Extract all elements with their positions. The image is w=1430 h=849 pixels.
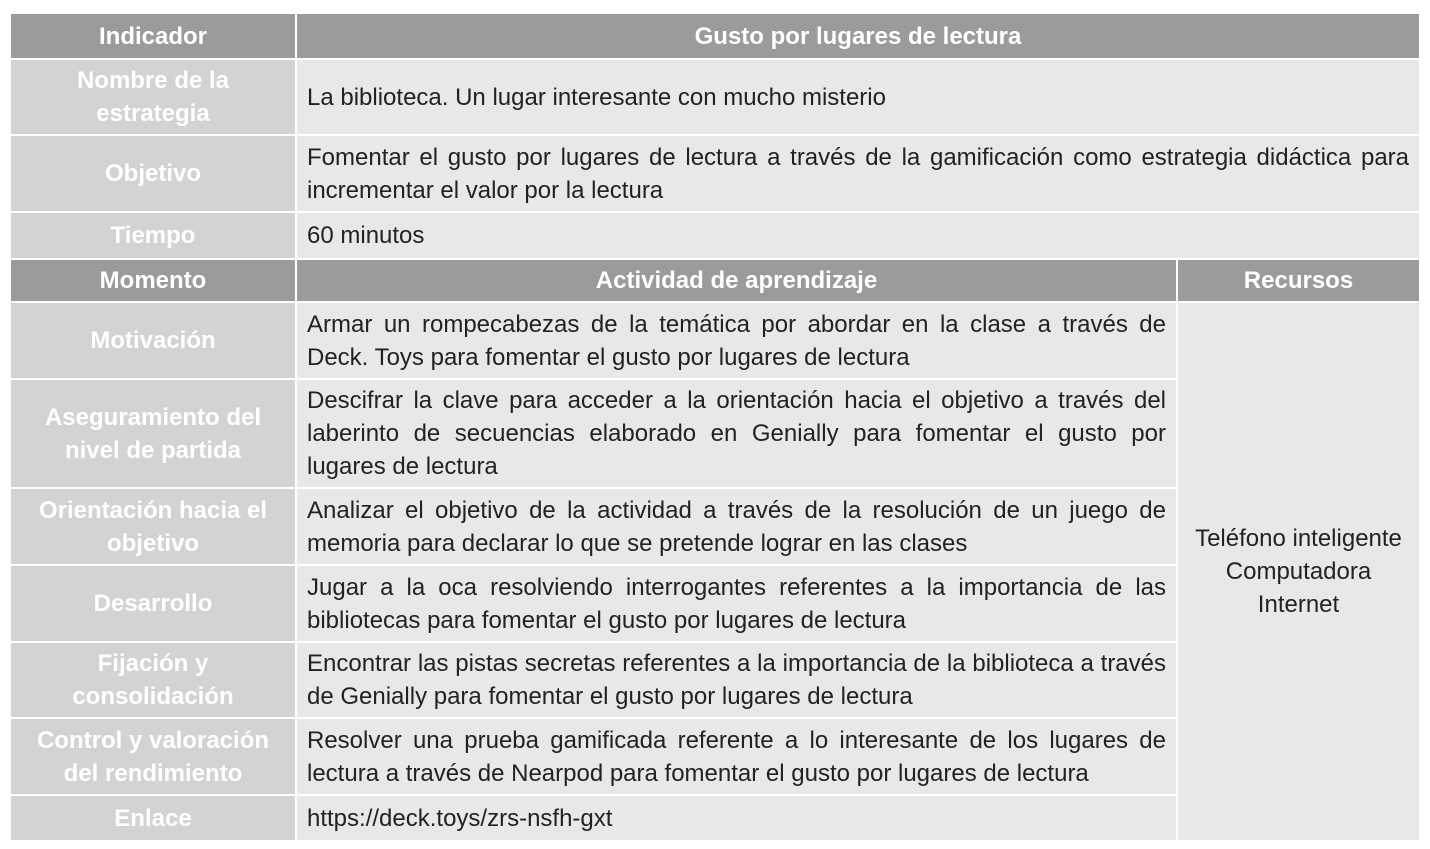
moment-label: Control y valoración del rendimiento <box>10 718 296 795</box>
moment-label: Fijación y consolidación <box>10 642 296 718</box>
moment-activity: Encontrar las pistas secretas referentes a la importancia de la biblioteca a través de Genially para fomentar el gusto por lugares de lectura <box>296 642 1177 718</box>
recurso-item: Computadora <box>1225 558 1372 585</box>
row-label-nombre: Nombre de la estrategia <box>10 59 296 135</box>
column-header-momento: Momento <box>10 259 296 302</box>
column-header-row <box>10 259 1420 302</box>
row-value-objetivo: Fomentar el gusto por lugares de lectura a través de la gamificación como estrategia didáctica para incrementar el valor por la lectura <box>296 135 1420 212</box>
row-label-objetivo: Objetivo <box>10 135 296 212</box>
strategy-table <box>9 12 1421 842</box>
moment-activity: Resolver una prueba gamificada referente a lo interesante de los lugares de lectura a través de Nearpod para fomentar el gusto por lugares de lectura <box>296 718 1177 795</box>
recursos-cell <box>1177 302 1420 841</box>
recurso-item: Teléfono inteligente <box>1195 525 1402 552</box>
indicator-label: Indicador <box>10 13 296 59</box>
info-row <box>10 212 1420 259</box>
moment-activity: Jugar a la oca resolviendo interrogantes referentes a la importancia de las bibliotecas para fomentar el gusto por lugares de lectura <box>296 565 1177 642</box>
row-label-tiempo: Tiempo <box>10 212 296 259</box>
info-row <box>10 59 1420 135</box>
moment-activity: Armar un rompecabezas de la temática por abordar en la clase a través de Deck. Toys para fomentar el gusto por lugares de lectura <box>296 302 1177 379</box>
moment-label: Desarrollo <box>10 565 296 642</box>
indicator-row <box>10 13 1420 59</box>
column-header-actividad: Actividad de aprendizaje <box>296 259 1177 302</box>
moment-row <box>10 302 1420 379</box>
info-row <box>10 135 1420 212</box>
indicator-value: Gusto por lugares de lectura <box>296 13 1420 59</box>
moment-label: Aseguramiento del nivel de partida <box>10 379 296 488</box>
recurso-item: Internet <box>1257 591 1340 618</box>
moment-activity: Descifrar la clave para acceder a la orientación hacia el objetivo a través del laberinto de secuencias elaborado en Genially para fomentar el gusto por lugares de lectura <box>296 379 1177 488</box>
moment-label: Orientación hacia el objetivo <box>10 488 296 565</box>
column-header-recursos: Recursos <box>1177 259 1420 302</box>
moment-activity: Analizar el objetivo de la actividad a través de la resolución de un juego de memoria para declarar lo que se pretende lograr en las clases <box>296 488 1177 565</box>
row-value-nombre: La biblioteca. Un lugar interesante con mucho misterio <box>296 59 1420 135</box>
enlace-label: Enlace <box>10 795 296 841</box>
moment-label: Motivación <box>10 302 296 379</box>
enlace-link[interactable]: https://deck.toys/zrs-nsfh-gxt <box>296 795 1177 841</box>
row-value-tiempo: 60 minutos <box>296 212 1420 259</box>
